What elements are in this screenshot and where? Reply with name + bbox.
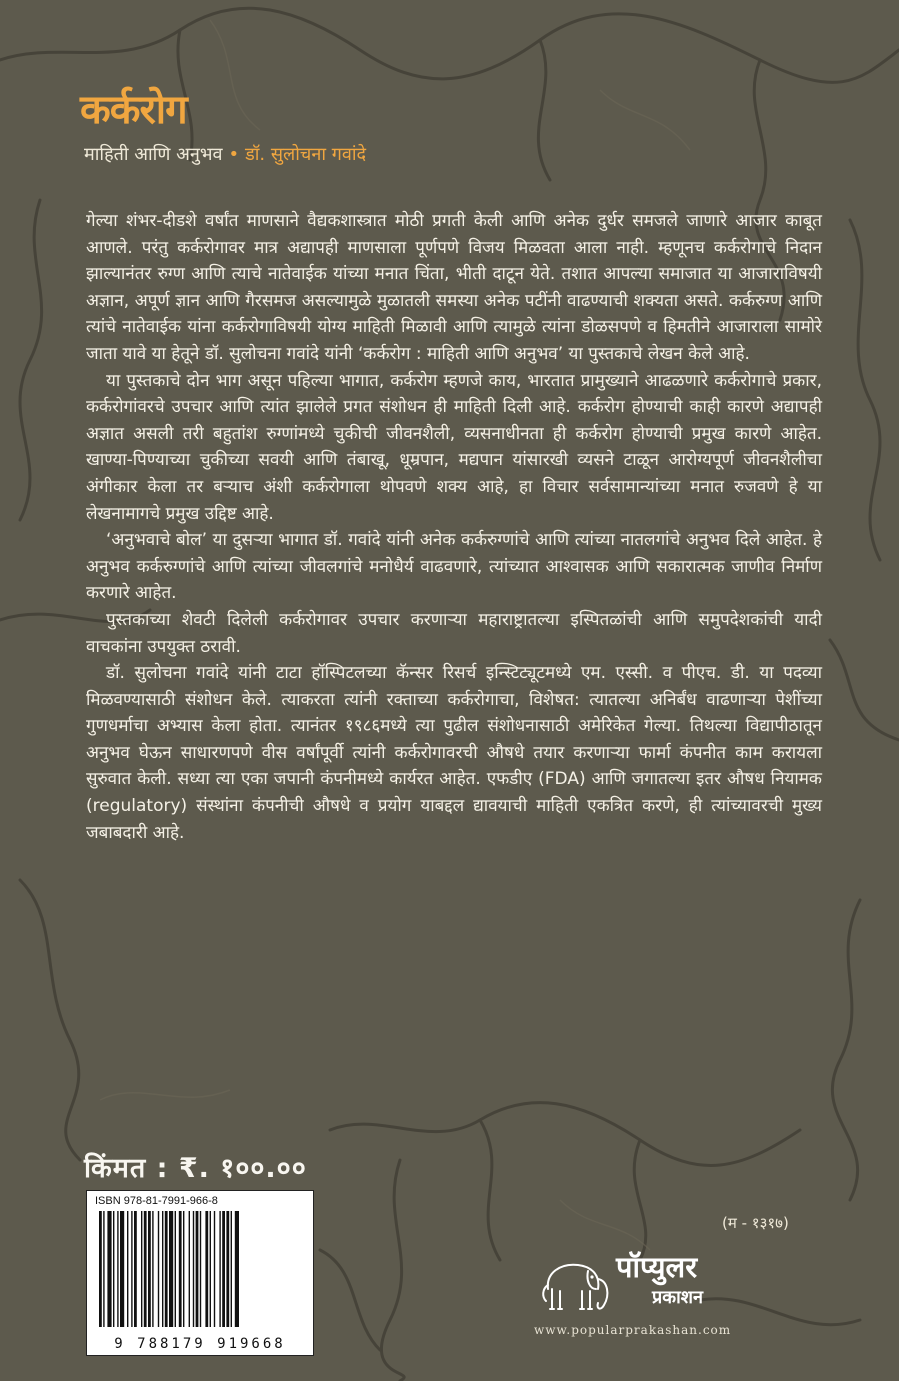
blurb-paragraph: डॉ. सुलोचना गवांदे यांनी टाटा हॉस्पिटलच्या कॅन्सर रिसर्च इन्स्टिट्यूटमध्ये एम. एस्सी. व पीएच. डी. या पदव्या मिळवण्यासाठी संशोधन केले. त्याकरता त्यांनी रक्ताच्या कर्करोगाचा, विशेषत: त्यातल्या अनिर्बंध वाढणाऱ्या पेशींच्या गुणधर्माचा अभ्यास केला होता. त्यानंतर १९८६मध्ये त्या पुढील संशोधनासाठी अमेरिकेत गेल्या. तिथल्या विद्यापीठातून अनुभव घेऊन साधारणपणे वीस वर्षांपूर्वी त्यांनी कर्करोगावरची औषधे तयार करणाऱ्या फार्मा कंपनीत काम करायला सुरुवात केली. सध्या त्या एका जपानी कंपनीमध्ये कार्यरत आहेत. एफडीए (FDA) आणि जगातल्या इतर औषध नियामक (regulatory) संस्थांना कंपनीची औषधे व प्रयोग याबद्दल द्यावयाची माहिती एकत्रित करणे, ही त्यांच्यावरची मुख्य जबाबदारी आहे. xyxy=(86,663,822,843)
blurb-paragraph: पुस्तकाच्या शेवटी दिलेली कर्करोगावर उपचार करणाऱ्या महाराष्ट्रातल्या इस्पितळांची आणि समुपदेशकांची यादी वाचकांना उपयुक्त ठरावी. xyxy=(86,609,822,657)
catalog-code: (म - १३१७) xyxy=(722,1214,789,1232)
publisher-name: पॉप्युलर xyxy=(616,1250,698,1284)
author-name: डॉ. सुलोचना गवांदे xyxy=(245,144,367,165)
barcode-number: 9 788179 919668 xyxy=(114,1336,286,1352)
isbn-label: ISBN 978-81-7991-966-8 xyxy=(95,1195,218,1207)
blurb-paragraph: गेल्या शंभर-दीडशे वर्षांत माणसाने वैद्यकशास्त्रात मोठी प्रगती केली आणि अनेक दुर्धर समजले जाणारे आजार काबूत आणले. परंतु कर्करोगावर मात्र अद्यापही माणसाला पूर्णपणे विजय मिळवता आला नाही. म्हणूनच कर्करोगाचे निदान झाल्यानंतर रुग्ण आणि त्याचे नातेवाईक यांच्या मनात चिंता, भीती दाटून येते. तशात आपल्या समाजात या आजाराविषयी अज्ञान, अपूर्ण ज्ञान आणि गैरसमज असल्यामुळे मुळातली समस्या अनेक पटींनी वाढण्याची शक्यता असते. कर्करुग्ण आणि त्यांचे नातेवाईक यांना कर्करोगाविषयी योग्य माहिती मिळावी आणि त्यामुळे त्यांना डोळसपणे व हिमतीने आजाराला सामोरे जाता यावे या हेतूने डॉ. सुलोचना गवांदे यांनी ‘कर्करोग : माहिती आणि अनुभव’ या पुस्तकाचे लेखन केले आहे. xyxy=(86,211,822,364)
book-title: कर्करोग xyxy=(80,87,187,133)
blurb-paragraph: या पुस्तकाचे दोन भाग असून पहिल्या भागात, कर्करोग म्हणजे काय, भारतात प्रामुख्याने आढळणारे कर्करोगाचे प्रकार, कर्करोगांवरचे उपचार आणि त्यांत झालेले प्रगत संशोधन ही माहिती दिली आहे. कर्करोग होण्याची काही कारणे अद्यापही अज्ञात असली तरी बहुतांश रुग्णांमध्ये चुकीची जीवनशैली, व्यसनाधीनता ही कर्करोग होण्याची प्रमुख कारणे आहेत. खाण्या-पिण्याच्या चुकीच्या सवयी आणि तंबाखू, धूम्रपान, मद्यपान यांसारखी व्यसने टाळून आरोग्यपूर्ण जीवनशैलीचा अंगीकार केला तर बऱ्याच अंशी कर्करोगाला थोपवणे शक्य आहे, हा विचार सर्वसामान्यांच्या मनात रुजवणे हे या लेखनामागचे प्रमुख उद्दिष्ट आहे. xyxy=(86,370,822,524)
publisher-logo xyxy=(538,1245,818,1335)
blurb-text xyxy=(86,208,822,846)
publisher-website: www.popularprakashan.com xyxy=(534,1323,732,1337)
blurb-paragraph: ‘अनुभवाचे बोल’ या दुसऱ्या भागात डॉ. गवांदे यांनी अनेक कर्करुग्णांचे आणि त्यांच्या नातलगांचे अनुभव दिले आहेत. हे अनुभव कर्करुग्णांचे आणि त्यांच्या जीवलगांचे मनोधैर्य वाढवणारे, त्यांच्यात आश्वासक आणि सकारात्मक जाणीव निर्माण करणारे आहेत. xyxy=(86,530,822,604)
price-label: किंमत : ₹. १००.०० xyxy=(84,1153,307,1184)
subtitle-text: माहिती आणि अनुभव xyxy=(84,144,223,165)
elephant-icon xyxy=(538,1245,616,1323)
barcode-icon xyxy=(97,1211,303,1329)
barcode-box xyxy=(86,1190,314,1356)
publisher-subtitle: प्रकाशन xyxy=(652,1287,703,1308)
book-subtitle xyxy=(84,142,366,166)
subtitle-separator: • xyxy=(228,144,240,165)
